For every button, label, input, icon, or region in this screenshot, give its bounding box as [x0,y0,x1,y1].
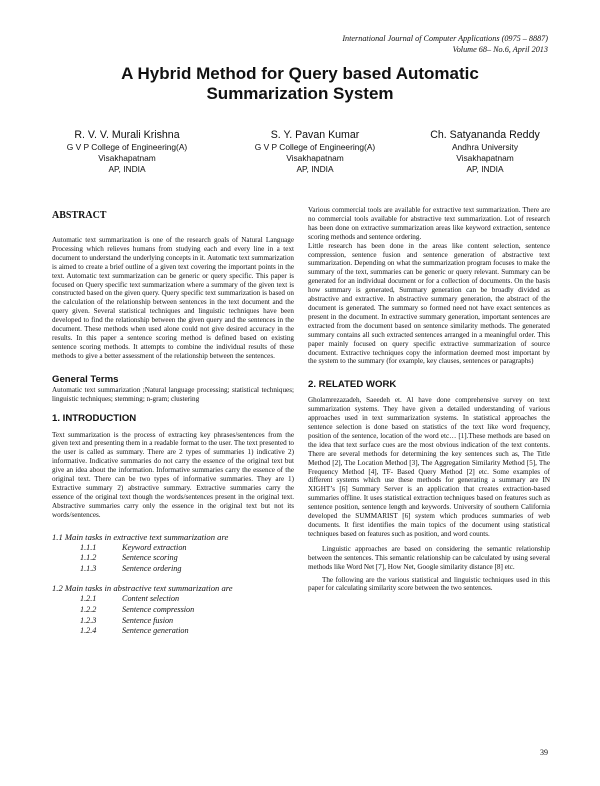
title-line-1: A Hybrid Method for Query based Automatic [121,64,479,83]
right-column [308,206,550,593]
task-number: 1.2.3 [80,615,97,625]
related-work-heading: 2. RELATED WORK [308,379,397,391]
journal-volume: Volume 68– No.6, April 2013 [452,44,548,54]
journal-header [342,34,548,55]
paper-title [60,64,540,104]
task-list-abstractive [52,583,294,636]
author-city: Visakhapatnam [98,153,156,163]
task-label: Keyword extraction [122,542,187,552]
title-line-2: Summarization System [206,84,394,103]
body-paragraph: The following are the various statistical and linguistic techniques used in this paper for calculating similarity score between the two sentences. [308,575,550,593]
task-item [52,616,294,627]
author-name: R. V. V. Murali Krishna [74,129,180,141]
task-item [52,564,294,575]
body-paragraph: Linguistic approaches are based on considering the semantic relationship between the sentences. This semantic relationship can be calculated by using several methods like Word Net [7], How Net, Google similarity distance [8] etc. [308,544,550,571]
task-item [52,605,294,616]
author-country: AP, INDIA [108,164,146,174]
task-item [52,594,294,605]
task-list-extractive [52,532,294,575]
task-number: 1.2.4 [80,626,97,636]
author-2 [230,128,400,175]
task-number: 1.2.1 [80,594,97,604]
task-label: Sentence fusion [122,615,174,625]
left-column [52,206,294,637]
body-paragraph: Various commercial tools are available for extractive text summarization. There are no commercial tools available for abstractive text summarization. Lot of research has been done on extractive summarization areas like keyword extraction, sentence scoring methods and sentence ordering. [308,206,550,241]
introduction-heading: 1. INTRODUCTION [52,412,137,424]
body-paragraph: Little research has been done in the areas like content selection, sentence compression, sentence fusion and sentence generation of abstractive text summarization. Depending on what the summarization program focuses to make the summary of the text, summaries can be generic or query relevant. Summary can be generated for an individual document or for a collection of documents. On the basis how summary is generated, Summary generation can be broadly divided as abstractive and extractive. In abstractive summary generation, the abstract of the document is generated. The summary so formed need not have exact sentences as present in the document. In extractive summary generation, important sentences are extracted from the document based on sentence similarity methods. The generated summary contains all such extracted sentences arranged in a meaningful order. This paper mainly focused on query specific extractive summarization of source document. Extractive techniques copy the information deemed most important by the system to the summary (for example, key clauses, sentences or paragraphs) [308,241,550,366]
author-1 [42,128,212,175]
author-name: Ch. Satyananda Reddy [430,129,540,141]
task-number: 1.1.3 [80,563,97,573]
body-paragraph: Gholamrezazadeh, Saeedeh et. Al have done comprehensive survey on text summarization systems. They have given a detailed understanding of various approaches used in text summarization systems. In statistical approaches the sentence selection is done based on statistics of the text like word frequency, position of the sentence, location of the word etc… [1].These methods are based on the idea that text surface cues are the most obvious indication of the text contents. There are several methods for determining the key sentences such as, The Title Method [2], The Location Method [3], The Aggregation Similarity Method [5], The Frequency Method [4], TF- Based Query Method [2] etc. Some examples of different systems which use these methods for generating a summary are IN XIGHT’s [6] Summary Server is an application that creates extraction-based summaries offline. It uses statistical extraction techniques based on features such as sentence position, sentence length and keywords. University of southern California developed the SUMMARIST [6] system which produces summaries of web documents. It first identifies the main topics of the document using statistical techniques based on features such as position, and word counts. [308,396,550,538]
task-number: 1.2.2 [80,604,97,614]
introduction-text: Text summarization is the process of extracting key phrases/sentences from the given text and presenting them in a readable format to the user. The text presented to the user is called as summary. There are 2 types of summaries 1) indicative 2) informative. Indicative summaries do not carry the essence of the original text but give an idea about the information. Informative summaries carry the essence of the original text. There can be two types of informative summaries. They are 1) Extractive summary 2) abstractive summary. Extractive summaries carry the essence of the original text though the words/sentences present in the original text. Abstractive summaries carry only the essence in the original text but not its words/sentences. [52,430,294,519]
author-city: Visakhapatnam [456,153,514,163]
author-country: AP, INDIA [466,164,504,174]
general-terms-text: Automatic text summarization ;Natural language processing; statistical techniques; linguistic techniques; stemming; n-gram; clustering [52,385,294,403]
journal-name: International Journal of Computer Applications (0975 – 8887) [342,34,548,43]
task-label: Sentence compression [122,604,195,614]
task-number: 1.1.1 [80,542,97,552]
author-affiliation: G V P College of Engineering(A) [66,142,188,152]
task-label: Sentence scoring [122,553,178,563]
task-label: Sentence ordering [122,563,182,573]
abstract-text: Automatic text summarization is one of the research goals of Natural Language Processing which relieves humans from studying each and every line in a text document to understand the underlying concepts in it. Automatic text summarization is aimed to create a brief outline of a given text covering the important points in the text. Automatic text summarization can be generic or query specific. This paper is focused on Query specific text summarization where a summary of the given text is constructed based on the given query. Query specific text summarization is based on the calculation of the relationship between sentences in the text document and the query given. Several statistical techniques and linguistic techniques have been developed to find the relationship between the given query and the sentences in the document. These methods when used alone could not give desired accuracy in the results. In this paper a sentence scoring method is defined based on existing sentence scoring methods. It attempts to combine the individual results of these methods to give a better assessment of the relationship between the sentences. [52,236,294,360]
task-item [52,626,294,637]
author-name: S. Y. Pavan Kumar [270,129,360,141]
page-number: 39 [540,748,548,757]
task-list-heading: 1.1 Main tasks in extractive text summarization are [52,531,229,542]
author-affiliation: G V P College of Engineering(A) [254,142,376,152]
task-label: Content selection [122,594,180,604]
author-3 [400,128,570,175]
abstract-heading: ABSTRACT [52,210,107,221]
task-item [52,553,294,564]
task-item [52,543,294,554]
task-number: 1.1.2 [80,553,97,563]
task-label: Sentence generation [122,626,189,636]
task-list-heading: 1.2 Main tasks in abstractive text summarization are [52,583,233,594]
general-terms-heading: General Terms [52,373,119,385]
author-country: AP, INDIA [296,164,334,174]
author-city: Visakhapatnam [286,153,344,163]
author-affiliation: Andhra University [451,142,519,152]
